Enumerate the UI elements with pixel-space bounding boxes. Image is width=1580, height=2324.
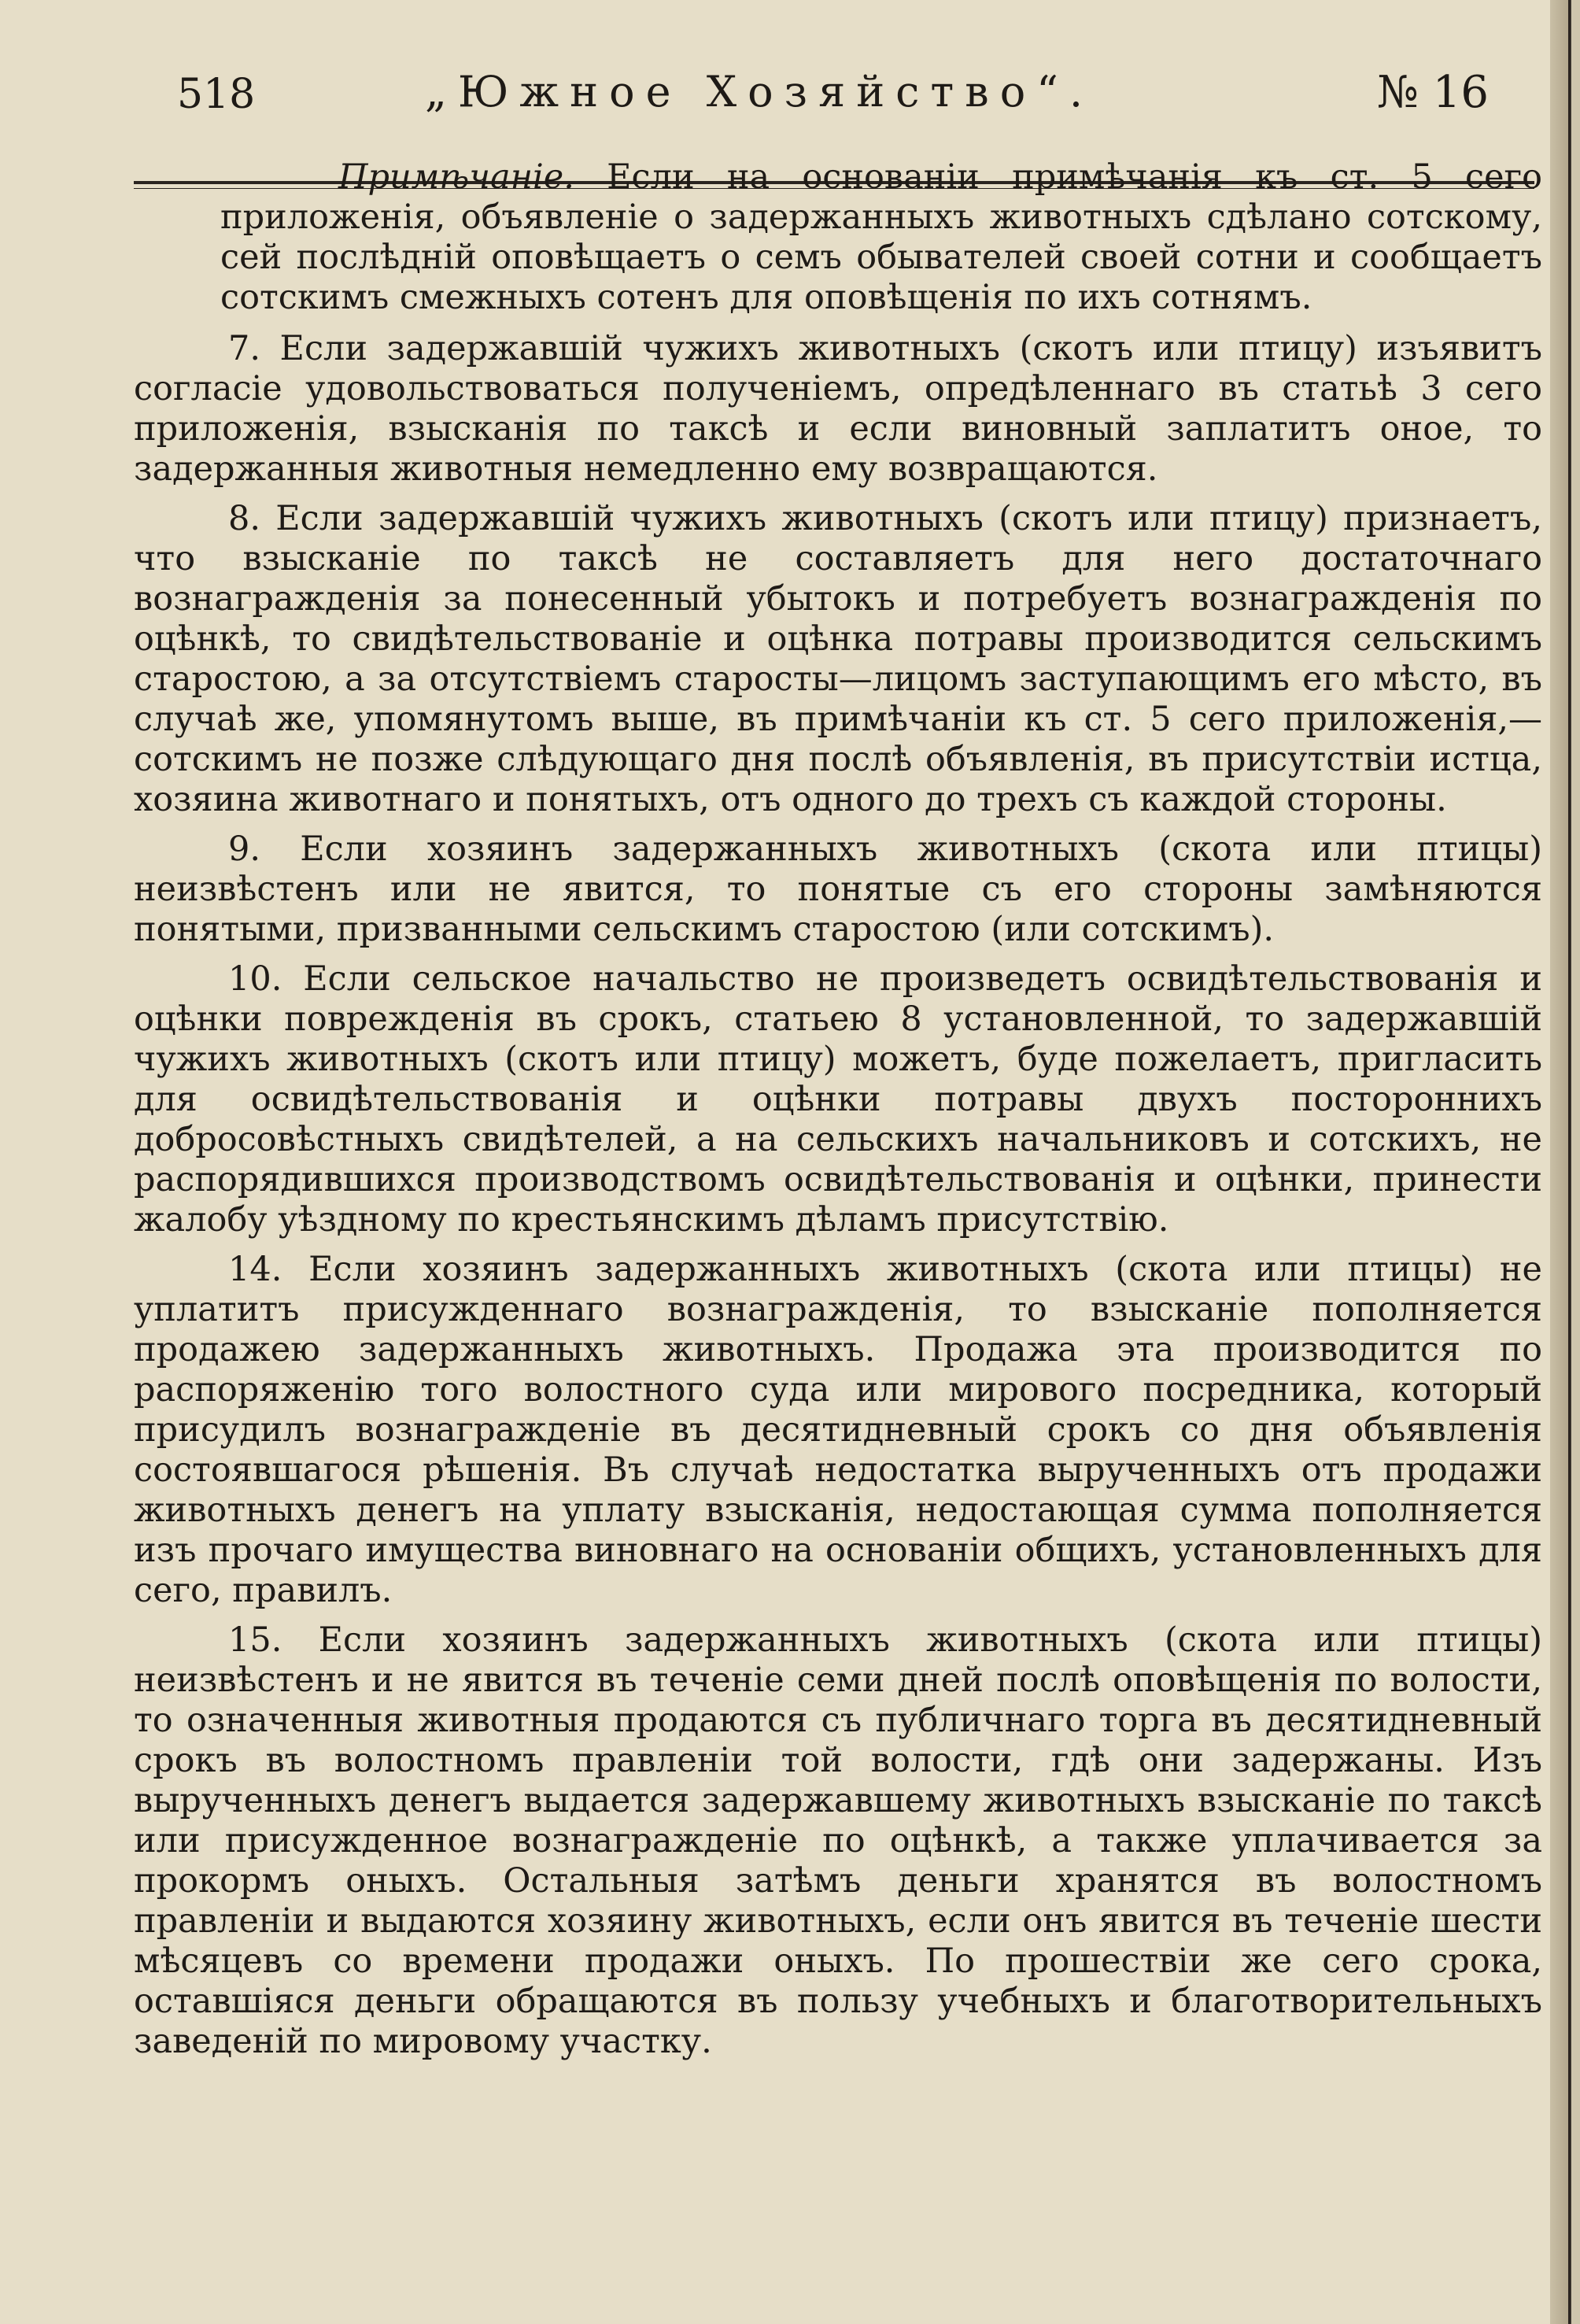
paragraph-9: 9. Если хозяинъ задержанныхъ животныхъ (скота или птицы) неизвѣстенъ или не явится, то понятые съ его стороны замѣняются понятыми, призванными сельскимъ старостою (или сотскимъ). [134,829,1542,949]
paragraph-15: 15. Если хозяинъ задержанныхъ животныхъ (скота или птицы) неизвѣстенъ и не явится въ теченіе семи дней послѣ оповѣщенія по волости, то означенныя животныя продаются съ публичнаго торга въ десятидневный срокъ въ волостномъ правленіи той волости, гдѣ они задержаны. Изъ вырученныхъ денегъ выдается задержавшему животныхъ взысканіе по таксѣ или присужденное вознагражденіе по оцѣнкѣ, а также уплачивается за прокормъ оныхъ. Остальныя затѣмъ деньги хранятся въ волостномъ правленіи и выдаются хозяину животныхъ, если онъ явится въ теченіе шести мѣсяцевъ со времени продажи оныхъ. По прошествіи же сего срока, оставшіяся деньги обращаются въ пользу учебныхъ и благотворительныхъ заведеній по мировому участку. [134,1620,1542,2061]
page-number: 518 [177,71,256,118]
running-header [134,63,1534,142]
paragraph-14: 14. Если хозяинъ задержанныхъ животныхъ (скота или птицы) не уплатитъ присужденнаго вознагражденія, то взысканіе пополняется продажею задержанныхъ животныхъ. Продажа эта производится по распоряженію того волостного суда или мирового посредника, который присудилъ вознагражденіе въ десятидневный срокъ со дня объявленія состоявшагося рѣшенія. Въ случаѣ недостатка вырученныхъ отъ продажи животныхъ денегъ на уплату взысканія, недостающая сумма пополняется изъ прочаго имущества виновнаго на основаніи общихъ, установленныхъ для сего, правилъ. [134,1250,1542,1610]
paragraph-8: 8. Если задержавшій чужихъ животныхъ (скотъ или птицу) признаетъ, что взысканіе по таксѣ не составляетъ для него достаточнаго вознагражденія за понесенный убытокъ и потребуетъ вознагражденія по оцѣнкѣ, то свидѣтельствованіе и оцѣнка потравы производится сельскимъ старостою, а за отсутствіемъ старосты—лицомъ заступающимъ его мѣсто, въ случаѣ же, упомянутомъ выше, въ примѣчаніи къ ст. 5 сего приложенія,—сотскимъ не позже слѣдующаго дня послѣ объявленія, въ присутствіи истца, хозяина животнаго и понятыхъ, отъ одного до трехъ съ каждой стороны. [134,499,1542,819]
journal-title: „Южное Хозяйство“. [425,67,1094,116]
note-title: Примѣчаніе. [338,157,574,197]
paragraph-10: 10. Если сельское начальство не произведетъ освидѣтельствованія и оцѣнки поврежденія въ срокъ, статьею 8 установленной, то задержавшій чужихъ животныхъ (скотъ или птицу) можетъ, буде пожелаетъ, пригласить для освидѣтельствованія и оцѣнки потравы двухъ постороннихъ добросовѣстныхъ свидѣтелей, а на сельскихъ начальниковъ и сотскихъ, не распорядившихся производствомъ освидѣтельствованія и оцѣнки, принести жалобу уѣздному по крестьянскимъ дѣламъ присутствію. [134,959,1542,1240]
note-paragraph [134,157,1542,318]
paragraph-7: 7. Если задержавшій чужихъ животныхъ (скотъ или птицу) изъявитъ согласіе удовольствоваться полученіемъ, опредѣленнаго въ статьѣ 3 сего приложенія, взысканія по таксѣ и если виновный заплатитъ оное, то задержанныя животныя немедленно ему возвращаются. [134,329,1542,489]
book-spine-edge [1550,0,1580,2324]
article-body [134,157,1542,2062]
issue-number: № 16 [1377,67,1490,118]
note-text: Если на основаніи примѣчанія къ ст. 5 сего приложенія, объявленіе о задержанныхъ животныхъ сдѣлано сотскому, сей послѣдній оповѣщаетъ о семъ обывателей своей сотни и сообщаетъ сотскимъ смежныхъ сотенъ для оповѣщенія по ихъ сотнямъ. [220,157,1543,317]
